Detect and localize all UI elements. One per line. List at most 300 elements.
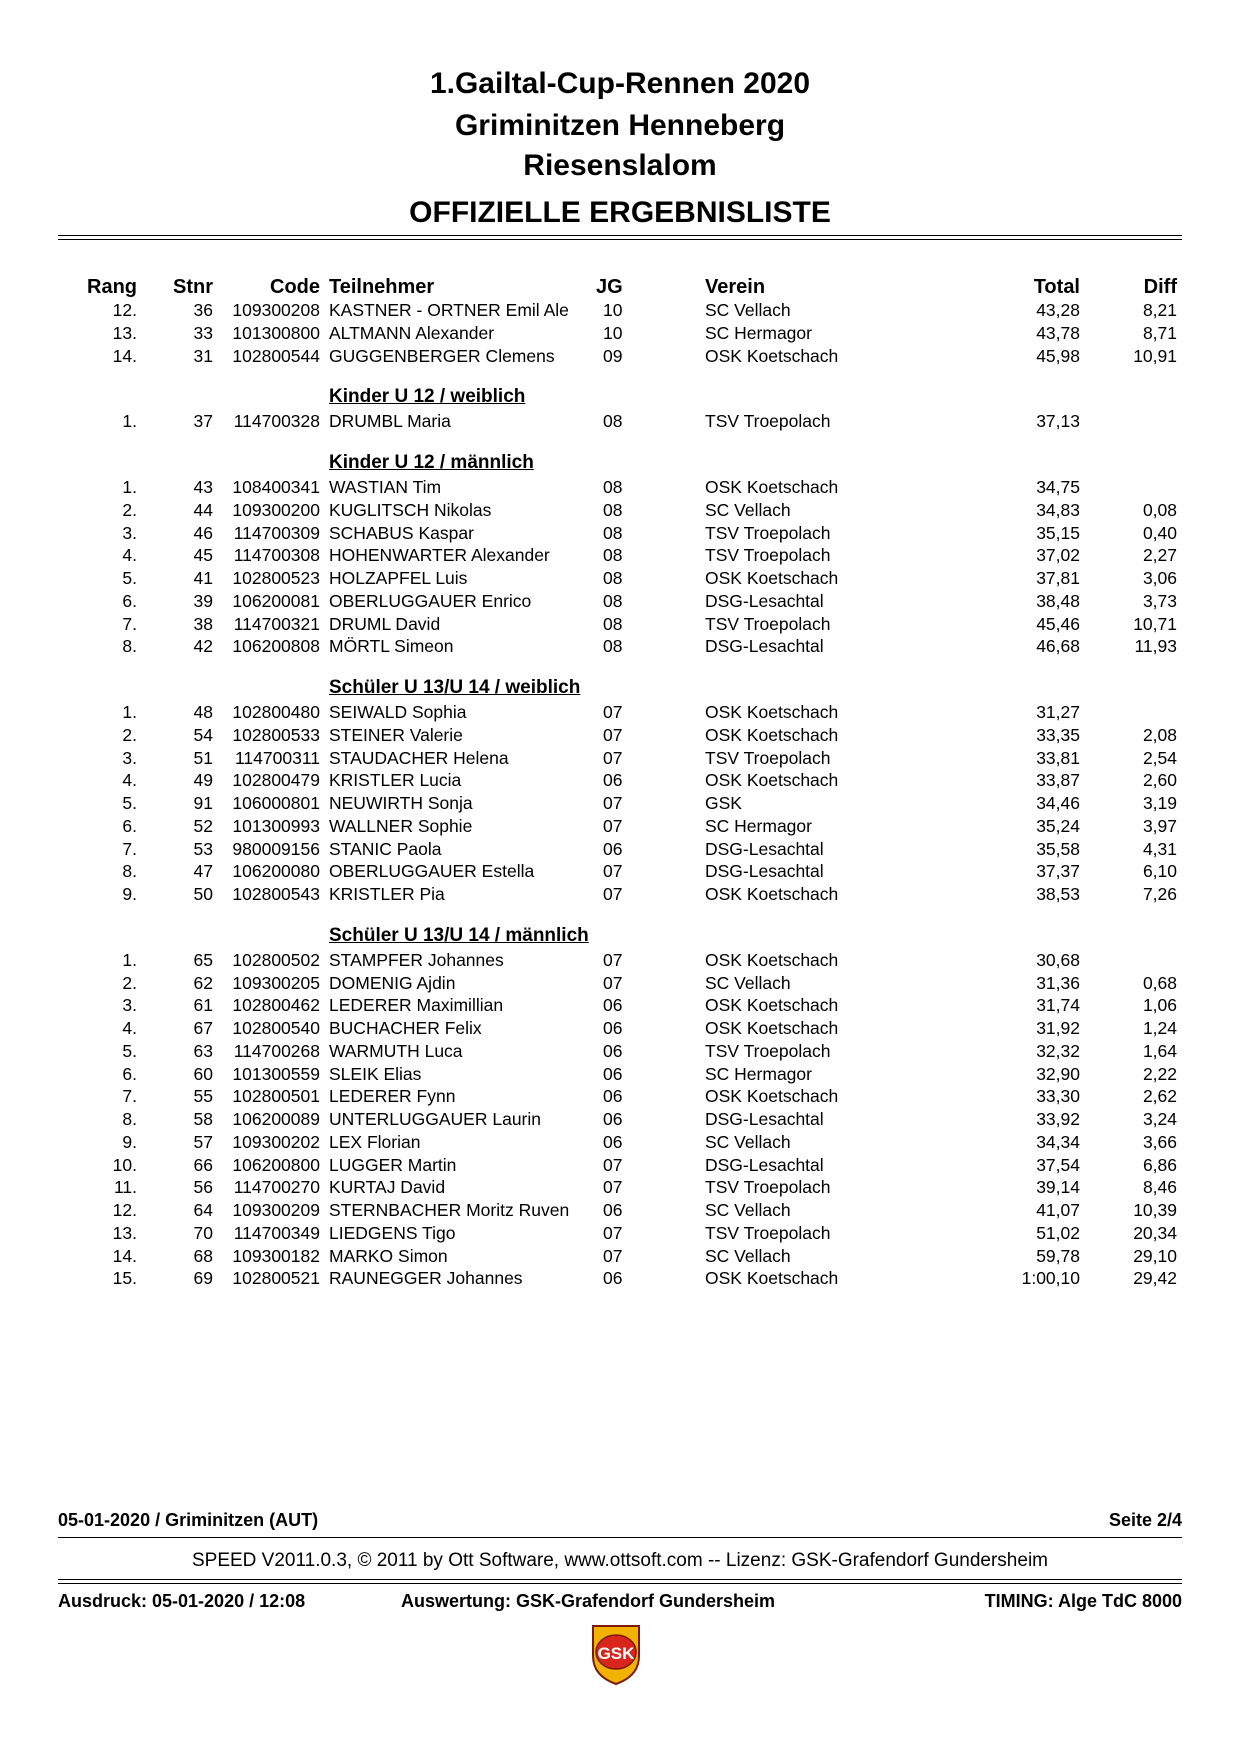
cell-jg: 06: [603, 1200, 623, 1220]
cell-jg: 06: [603, 1086, 623, 1107]
cell-teilnehmer: BUCHACHER Felix: [329, 1018, 482, 1038]
cell-rang: 2.: [122, 724, 137, 745]
cell-total: 35,58: [1036, 838, 1080, 859]
cell-teilnehmer: MÖRTL Simeon: [329, 636, 454, 657]
table-row: [0, 950, 1240, 975]
cell-verein: SC Hermagor: [705, 322, 812, 343]
cell-diff: 3,97: [1142, 815, 1177, 836]
cell-verein: SC Hermagor: [705, 815, 812, 836]
cell-code: 114700309: [233, 522, 320, 543]
cell-teilnehmer: SCHABUS Kaspar: [329, 522, 474, 543]
cell-jg: 07: [603, 702, 623, 722]
cell-stnr: 60: [193, 1063, 213, 1084]
cell-code: 114700349: [233, 1222, 320, 1243]
cell-jg: 08: [603, 522, 623, 543]
cell-total: 37,13: [1036, 411, 1080, 432]
cell-total: 34,46: [1036, 793, 1080, 813]
cell-diff: 8,71: [1142, 322, 1177, 343]
document-title: OFFIZIELLE ERGEBNISLISTE: [409, 196, 831, 229]
cell-code: 106200089: [232, 1109, 320, 1129]
cell-verein: TSV Troepolach: [705, 1177, 831, 1198]
cell-code: 114700308: [233, 545, 320, 566]
cell-rang: 1.: [122, 949, 137, 970]
cell-verein: SC Vellach: [705, 499, 791, 520]
col-stnr: Stnr: [173, 276, 213, 298]
table-row: [0, 748, 1240, 773]
cell-stnr: 43: [193, 477, 213, 497]
cell-diff: 2,62: [1142, 1086, 1177, 1107]
cell-teilnehmer: WASTIAN Tim: [329, 477, 442, 497]
cell-teilnehmer: OBERLUGGAUER Enrico: [329, 590, 532, 611]
cell-total: 35,15: [1036, 522, 1080, 543]
table-row: [0, 1200, 1240, 1225]
cell-rang: 5.: [122, 1040, 137, 1061]
cell-jg: 06: [603, 1063, 623, 1084]
cell-teilnehmer: LIEDGENS Tigo: [329, 1222, 456, 1243]
cell-code: 109300208: [232, 300, 320, 320]
cell-total: 34,34: [1036, 1131, 1080, 1152]
cell-rang: 10.: [112, 1154, 137, 1175]
cell-rang: 6.: [122, 1063, 137, 1084]
cell-rang: 12.: [112, 300, 137, 320]
cell-code: 106200800: [232, 1154, 320, 1175]
cell-stnr: 52: [193, 815, 213, 836]
table-row: [0, 523, 1240, 548]
cell-rang: 13.: [112, 1222, 137, 1243]
cell-total: 30,68: [1036, 949, 1080, 970]
cell-rang: 3.: [122, 747, 137, 768]
cell-diff: 3,66: [1142, 1131, 1177, 1152]
event-location: Griminitzen Henneberg: [454, 109, 786, 142]
col-teilnehmer: Teilnehmer: [329, 276, 435, 298]
cell-rang: 4.: [122, 770, 137, 791]
cell-total: 39,14: [1036, 1177, 1080, 1198]
cell-jg: 06: [603, 838, 623, 859]
cell-total: 45,98: [1036, 345, 1080, 366]
cell-stnr: 53: [193, 838, 213, 859]
cell-verein: SC Vellach: [705, 1245, 791, 1266]
cell-code: 101300993: [232, 815, 320, 836]
cell-diff: 10,39: [1133, 1200, 1177, 1220]
cell-rang: 13.: [112, 322, 137, 343]
cell-stnr: 50: [193, 884, 213, 904]
cell-teilnehmer: MARKO Simon: [329, 1245, 448, 1266]
cell-code: 102800540: [232, 1018, 320, 1038]
cell-stnr: 63: [193, 1040, 213, 1061]
cell-total: 45,46: [1036, 613, 1080, 634]
cell-verein: DSG-Lesachtal: [705, 1154, 824, 1175]
cell-rang: 4.: [122, 1018, 137, 1038]
table-row: [0, 1268, 1240, 1293]
cell-total: 33,92: [1036, 1109, 1080, 1129]
footer-divider-1: [58, 1537, 1182, 1538]
cell-rang: 8.: [122, 861, 137, 882]
table-row: [0, 793, 1240, 818]
cell-total: 1:00,10: [1021, 1268, 1080, 1289]
cell-jg: 08: [603, 545, 623, 566]
cell-stnr: 64: [193, 1200, 213, 1220]
cell-verein: DSG-Lesachtal: [705, 838, 824, 859]
cell-verein: OSK Koetschach: [705, 770, 839, 791]
cell-stnr: 61: [193, 995, 213, 1016]
cell-teilnehmer: LEX Florian: [329, 1131, 421, 1152]
cell-stnr: 91: [193, 793, 213, 813]
cell-total: 59,78: [1036, 1245, 1080, 1266]
table-row: [0, 636, 1240, 661]
cell-total: 31,36: [1036, 972, 1080, 993]
cell-total: 37,02: [1036, 545, 1080, 566]
table-row: [0, 1086, 1240, 1111]
table-row: [0, 1132, 1240, 1157]
cell-teilnehmer: LUGGER Martin: [329, 1154, 457, 1175]
table-row: [0, 1018, 1240, 1043]
category-heading: Kinder U 12 / männlich: [329, 452, 534, 473]
cell-teilnehmer: KRISTLER Lucia: [329, 770, 462, 791]
cell-stnr: 54: [193, 724, 213, 745]
cell-verein: SC Vellach: [705, 300, 791, 320]
cell-jg: 06: [603, 1018, 623, 1038]
cell-verein: TSV Troepolach: [705, 411, 831, 432]
cell-rang: 14.: [112, 345, 137, 366]
cell-code: 102800462: [232, 995, 320, 1016]
cell-total: 37,54: [1036, 1154, 1080, 1175]
cell-diff: 1,06: [1142, 995, 1177, 1016]
cell-total: 37,81: [1036, 568, 1080, 588]
cell-jg: 06: [603, 1131, 623, 1152]
cell-rang: 2.: [122, 972, 137, 993]
cell-diff: 2,22: [1142, 1063, 1177, 1084]
cell-verein: GSK: [705, 793, 742, 813]
table-row: [0, 1246, 1240, 1271]
cell-rang: 11.: [113, 1177, 137, 1198]
cell-stnr: 57: [193, 1131, 213, 1152]
cell-diff: 10,91: [1133, 345, 1177, 366]
category-heading: Kinder U 12 / weiblich: [329, 386, 526, 408]
cell-jg: 07: [603, 815, 623, 836]
footer-page: Seite 2/4: [1108, 1510, 1182, 1530]
table-row: [0, 545, 1240, 570]
table-row: [0, 1064, 1240, 1089]
cell-stnr: 46: [193, 522, 213, 543]
cell-rang: 6.: [122, 815, 137, 836]
cell-rang: 7.: [122, 838, 137, 859]
cell-verein: SC Vellach: [705, 1131, 791, 1152]
cell-jg: 08: [603, 590, 623, 611]
cell-jg: 08: [603, 499, 623, 520]
cell-jg: 07: [603, 724, 623, 745]
cell-stnr: 42: [193, 636, 213, 657]
cell-stnr: 48: [193, 702, 213, 722]
cell-total: 46,68: [1036, 636, 1080, 657]
cell-verein: DSG-Lesachtal: [705, 1109, 824, 1129]
cell-diff: 7,26: [1142, 884, 1177, 904]
cell-stnr: 41: [193, 568, 213, 588]
cell-jg: 07: [603, 884, 623, 904]
cell-code: 101300559: [232, 1063, 320, 1084]
cell-diff: 0,08: [1142, 499, 1177, 520]
cell-total: 31,27: [1036, 702, 1080, 722]
cell-teilnehmer: WALLNER Sophie: [329, 815, 473, 836]
cell-teilnehmer: OBERLUGGAUER Estella: [329, 861, 535, 882]
cell-teilnehmer: HOHENWARTER Alexander: [329, 545, 550, 566]
cell-stnr: 33: [193, 322, 213, 343]
cell-jg: 06: [603, 770, 623, 791]
cell-stnr: 51: [193, 747, 213, 768]
cell-code: 102800543: [232, 884, 320, 904]
cell-verein: OSK Koetschach: [705, 724, 839, 745]
header-divider-bottom: [58, 239, 1182, 240]
cell-teilnehmer: DRUMBL Maria: [329, 411, 451, 432]
cell-jg: 06: [603, 1109, 623, 1129]
cell-verein: OSK Koetschach: [705, 702, 839, 722]
cell-code: 102800521: [232, 1268, 320, 1289]
cell-jg: 07: [603, 1245, 623, 1266]
cell-teilnehmer: KASTNER - ORTNER Emil Ale: [329, 300, 569, 320]
cell-diff: 6,10: [1142, 861, 1177, 882]
cell-stnr: 58: [193, 1109, 213, 1129]
table-row: [0, 300, 1240, 325]
cell-diff: 3,24: [1142, 1109, 1177, 1129]
cell-jg: 07: [603, 949, 623, 970]
cell-verein: OSK Koetschach: [705, 949, 839, 970]
cell-rang: 1.: [122, 702, 137, 722]
footer-software: SPEED V2011.0.3, © 2011 by Ott Software, www.ottsoft.com -- Lizenz: GSK-Grafendorf Gundersheim: [191, 1550, 1048, 1571]
cell-code: 108400341: [232, 477, 320, 497]
cell-stnr: 45: [193, 545, 213, 566]
cell-stnr: 39: [193, 590, 213, 611]
cell-teilnehmer: KRISTLER Pia: [329, 884, 445, 904]
cell-jg: 07: [603, 861, 623, 882]
cell-code: 114700270: [233, 1177, 320, 1198]
cell-stnr: 65: [193, 949, 213, 970]
cell-verein: TSV Troepolach: [705, 747, 831, 768]
category-heading: Schüler U 13/U 14 / weiblich: [329, 677, 581, 698]
cell-total: 34,75: [1036, 477, 1080, 497]
table-row: [0, 1177, 1240, 1202]
cell-stnr: 69: [193, 1268, 213, 1289]
cell-stnr: 38: [193, 613, 213, 634]
cell-verein: OSK Koetschach: [705, 345, 839, 366]
cell-rang: 2.: [122, 499, 137, 520]
cell-verein: DSG-Lesachtal: [705, 590, 824, 611]
footer-timing: TIMING: Alge TdC 8000: [984, 1591, 1182, 1611]
cell-code: 109300205: [232, 972, 320, 993]
cell-diff: 0,40: [1142, 522, 1177, 543]
cell-total: 41,07: [1036, 1200, 1080, 1220]
cell-diff: 2,27: [1142, 545, 1177, 566]
cell-rang: 14.: [112, 1245, 137, 1266]
cell-rang: 6.: [122, 590, 137, 611]
table-row: [0, 770, 1240, 795]
cell-jg: 09: [603, 345, 623, 366]
cell-diff: 3,06: [1142, 568, 1177, 588]
cell-total: 33,35: [1036, 724, 1080, 745]
cell-rang: 3.: [122, 522, 137, 543]
table-row: [0, 1223, 1240, 1248]
cell-jg: 10: [603, 300, 623, 320]
table-row: [0, 1041, 1240, 1066]
cell-total: 33,30: [1036, 1086, 1080, 1107]
cell-teilnehmer: UNTERLUGGAUER Laurin: [329, 1109, 541, 1129]
cell-verein: OSK Koetschach: [705, 1086, 839, 1107]
cell-code: 101300800: [232, 322, 320, 343]
cell-teilnehmer: NEUWIRTH Sonja: [329, 793, 473, 813]
header-divider-top: [58, 235, 1182, 236]
cell-teilnehmer: STEINER Valerie: [329, 724, 463, 745]
cell-rang: 1.: [122, 477, 137, 497]
footer-date-place: 05-01-2020 / Griminitzen (AUT): [58, 1510, 319, 1530]
cell-jg: 06: [603, 1268, 623, 1289]
cell-code: 102800502: [232, 949, 320, 970]
col-code: Code: [270, 276, 320, 298]
cell-total: 51,02: [1036, 1222, 1080, 1243]
cell-rang: 12.: [112, 1200, 137, 1220]
cell-code: 106200808: [232, 636, 320, 657]
cell-diff: 2,08: [1142, 724, 1177, 745]
cell-verein: SC Vellach: [705, 1200, 791, 1220]
table-row: [0, 861, 1240, 886]
gsk-club-logo-icon: [587, 1622, 645, 1686]
table-row: [0, 614, 1240, 639]
cell-jg: 08: [603, 477, 623, 497]
cell-teilnehmer: STAMPFER Johannes: [329, 949, 504, 970]
cell-code: 114700311: [235, 747, 320, 768]
cell-code: 109300182: [232, 1245, 320, 1266]
cell-stnr: 47: [193, 861, 213, 882]
table-row: [0, 568, 1240, 593]
col-rang: Rang: [87, 276, 137, 298]
footer-evaluation: Auswertung: GSK-Grafendorf Gundersheim: [401, 1591, 776, 1611]
footer-printout: Ausdruck: 05-01-2020 / 12:08: [58, 1591, 306, 1611]
cell-code: 109300209: [232, 1200, 320, 1220]
cell-total: 38,48: [1036, 590, 1080, 611]
cell-total: 33,87: [1036, 770, 1080, 791]
cell-diff: 1,64: [1142, 1040, 1177, 1061]
cell-stnr: 37: [193, 411, 213, 432]
cell-diff: 6,86: [1142, 1154, 1177, 1175]
cell-code: 114700321: [233, 613, 320, 634]
cell-stnr: 70: [193, 1222, 213, 1243]
cell-jg: 06: [603, 995, 623, 1016]
cell-code: 102800523: [232, 568, 320, 588]
cell-teilnehmer: WARMUTH Luca: [329, 1040, 463, 1061]
cell-teilnehmer: SLEIK Elias: [329, 1063, 422, 1084]
logo-text: GSK: [597, 1644, 635, 1663]
cell-code: 109300202: [232, 1131, 320, 1152]
cell-code: 102800501: [232, 1086, 320, 1107]
cell-teilnehmer: STERNBACHER Moritz Ruven: [329, 1200, 570, 1220]
cell-diff: 29,10: [1133, 1245, 1177, 1266]
cell-verein: DSG-Lesachtal: [705, 636, 824, 657]
cell-rang: 9.: [122, 1131, 137, 1152]
event-title: 1.Gailtal-Cup-Rennen 2020: [429, 67, 811, 100]
footer-divider-2a: [58, 1579, 1182, 1580]
cell-total: 33,81: [1036, 747, 1080, 768]
table-row: [0, 1155, 1240, 1180]
table-row: [0, 591, 1240, 616]
cell-diff: 8,21: [1142, 300, 1177, 320]
cell-stnr: 31: [193, 345, 213, 366]
cell-diff: 0,68: [1142, 972, 1177, 993]
cell-teilnehmer: GUGGENBERGER Clemens: [329, 345, 555, 366]
cell-stnr: 62: [193, 972, 213, 993]
cell-verein: OSK Koetschach: [705, 477, 839, 497]
cell-diff: 8,46: [1142, 1177, 1177, 1198]
cell-verein: OSK Koetschach: [705, 995, 839, 1016]
cell-rang: 9.: [122, 884, 137, 904]
cell-stnr: 44: [193, 499, 213, 520]
col-verein: Verein: [705, 276, 766, 298]
cell-jg: 08: [603, 636, 623, 657]
cell-jg: 06: [603, 1040, 623, 1061]
table-row: [0, 816, 1240, 841]
cell-total: 43,78: [1036, 322, 1080, 343]
cell-jg: 08: [603, 411, 623, 432]
cell-jg: 07: [603, 1177, 623, 1198]
cell-jg: 07: [603, 1222, 623, 1243]
cell-verein: OSK Koetschach: [705, 568, 839, 588]
cell-stnr: 68: [193, 1245, 213, 1266]
cell-teilnehmer: HOLZAPFEL Luis: [329, 568, 468, 588]
cell-jg: 07: [603, 972, 623, 993]
cell-diff: 11,93: [1134, 636, 1177, 657]
cell-code: 106200080: [232, 861, 320, 882]
cell-diff: 10,71: [1133, 613, 1177, 634]
cell-verein: TSV Troepolach: [705, 1222, 831, 1243]
cell-teilnehmer: DOMENIG Ajdin: [329, 972, 456, 993]
cell-code: 102800544: [232, 345, 320, 366]
cell-diff: 20,34: [1133, 1222, 1177, 1243]
cell-jg: 07: [603, 1154, 623, 1175]
cell-verein: TSV Troepolach: [705, 1040, 831, 1061]
col-diff: Diff: [1143, 276, 1177, 298]
cell-teilnehmer: LEDERER Fynn: [329, 1086, 456, 1107]
table-row: [0, 323, 1240, 348]
cell-rang: 4.: [122, 545, 137, 566]
cell-rang: 8.: [122, 1109, 137, 1129]
cell-diff: 2,60: [1142, 770, 1177, 791]
cell-total: 31,92: [1036, 1018, 1080, 1038]
cell-total: 32,32: [1036, 1040, 1080, 1061]
col-total: Total: [1033, 276, 1080, 298]
cell-total: 35,24: [1036, 815, 1080, 836]
cell-jg: 07: [603, 747, 623, 768]
table-row: [0, 1109, 1240, 1134]
cell-total: 43,28: [1036, 300, 1080, 320]
cell-rang: 5.: [122, 568, 137, 588]
table-row: [0, 477, 1240, 502]
cell-rang: 8.: [122, 636, 137, 657]
cell-verein: DSG-Lesachtal: [705, 861, 824, 882]
footer-divider-2b: [58, 1583, 1182, 1584]
event-discipline: Riesenslalom: [523, 149, 717, 182]
cell-rang: 5.: [122, 793, 137, 813]
cell-stnr: 49: [193, 770, 213, 791]
cell-code: 980009156: [232, 838, 320, 859]
table-row: [0, 995, 1240, 1020]
cell-total: 31,74: [1036, 995, 1080, 1016]
cell-code: 102800479: [232, 770, 320, 791]
cell-jg: 08: [603, 613, 623, 634]
cell-code: 102800533: [232, 724, 320, 745]
cell-verein: TSV Troepolach: [705, 545, 831, 566]
cell-stnr: 67: [193, 1018, 213, 1038]
cell-code: 114700268: [233, 1040, 320, 1061]
cell-diff: 29,42: [1133, 1268, 1177, 1289]
cell-teilnehmer: SEIWALD Sophia: [329, 702, 467, 722]
cell-code: 109300200: [232, 499, 320, 520]
table-row: [0, 702, 1240, 727]
